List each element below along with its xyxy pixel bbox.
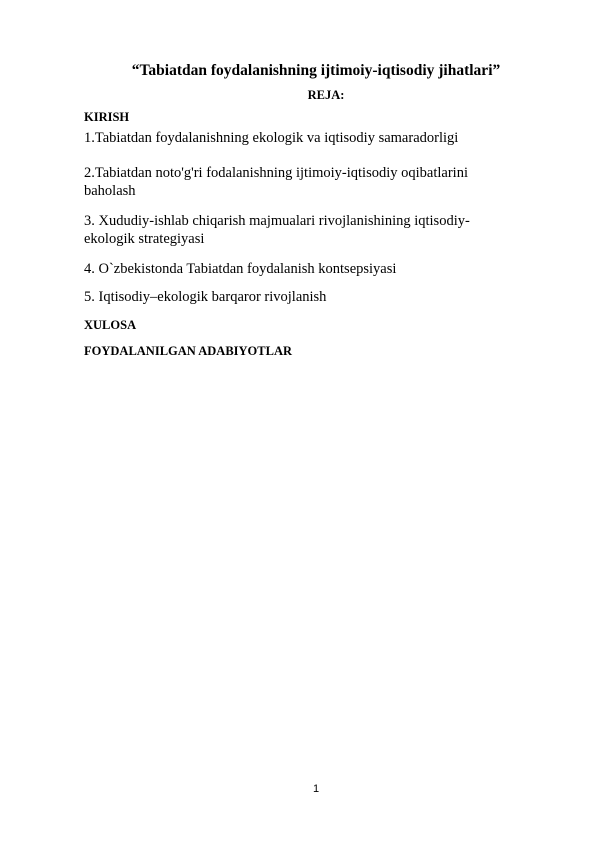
document-title: “Tabiatdan foydalanishning ijtimoiy-iqtisodiy jihatlari” bbox=[131, 62, 501, 79]
conclusion-heading: XULOSA bbox=[84, 318, 137, 332]
plan-heading: REJA: bbox=[307, 88, 345, 102]
plan-item-5: 5. Iqtisodiy–ekologik barqaror rivojlanish bbox=[84, 289, 327, 305]
plan-item-4: 4. O`zbekistonda Tabiatdan foydalanish kontsepsiyasi bbox=[84, 261, 397, 277]
page-number: 1 bbox=[312, 783, 320, 795]
plan-item-1: 1.Tabiatdan foydalanishning ekologik va iqtisodiy samaradorligi bbox=[84, 130, 459, 146]
references-heading: FOYDALANILGAN ADABIYOTLAR bbox=[84, 344, 293, 358]
plan-item-3: 3. Xududiy-ishlab chiqarish majmualari rivojlanishining iqtisodiy-ekologik strategiyasi bbox=[84, 213, 470, 247]
intro-heading: KIRISH bbox=[84, 110, 130, 124]
plan-item-2: 2.Tabiatdan noto'g'ri fodalanishning ijtimoiy-iqtisodiy oqibatlarini baholash bbox=[84, 165, 468, 199]
